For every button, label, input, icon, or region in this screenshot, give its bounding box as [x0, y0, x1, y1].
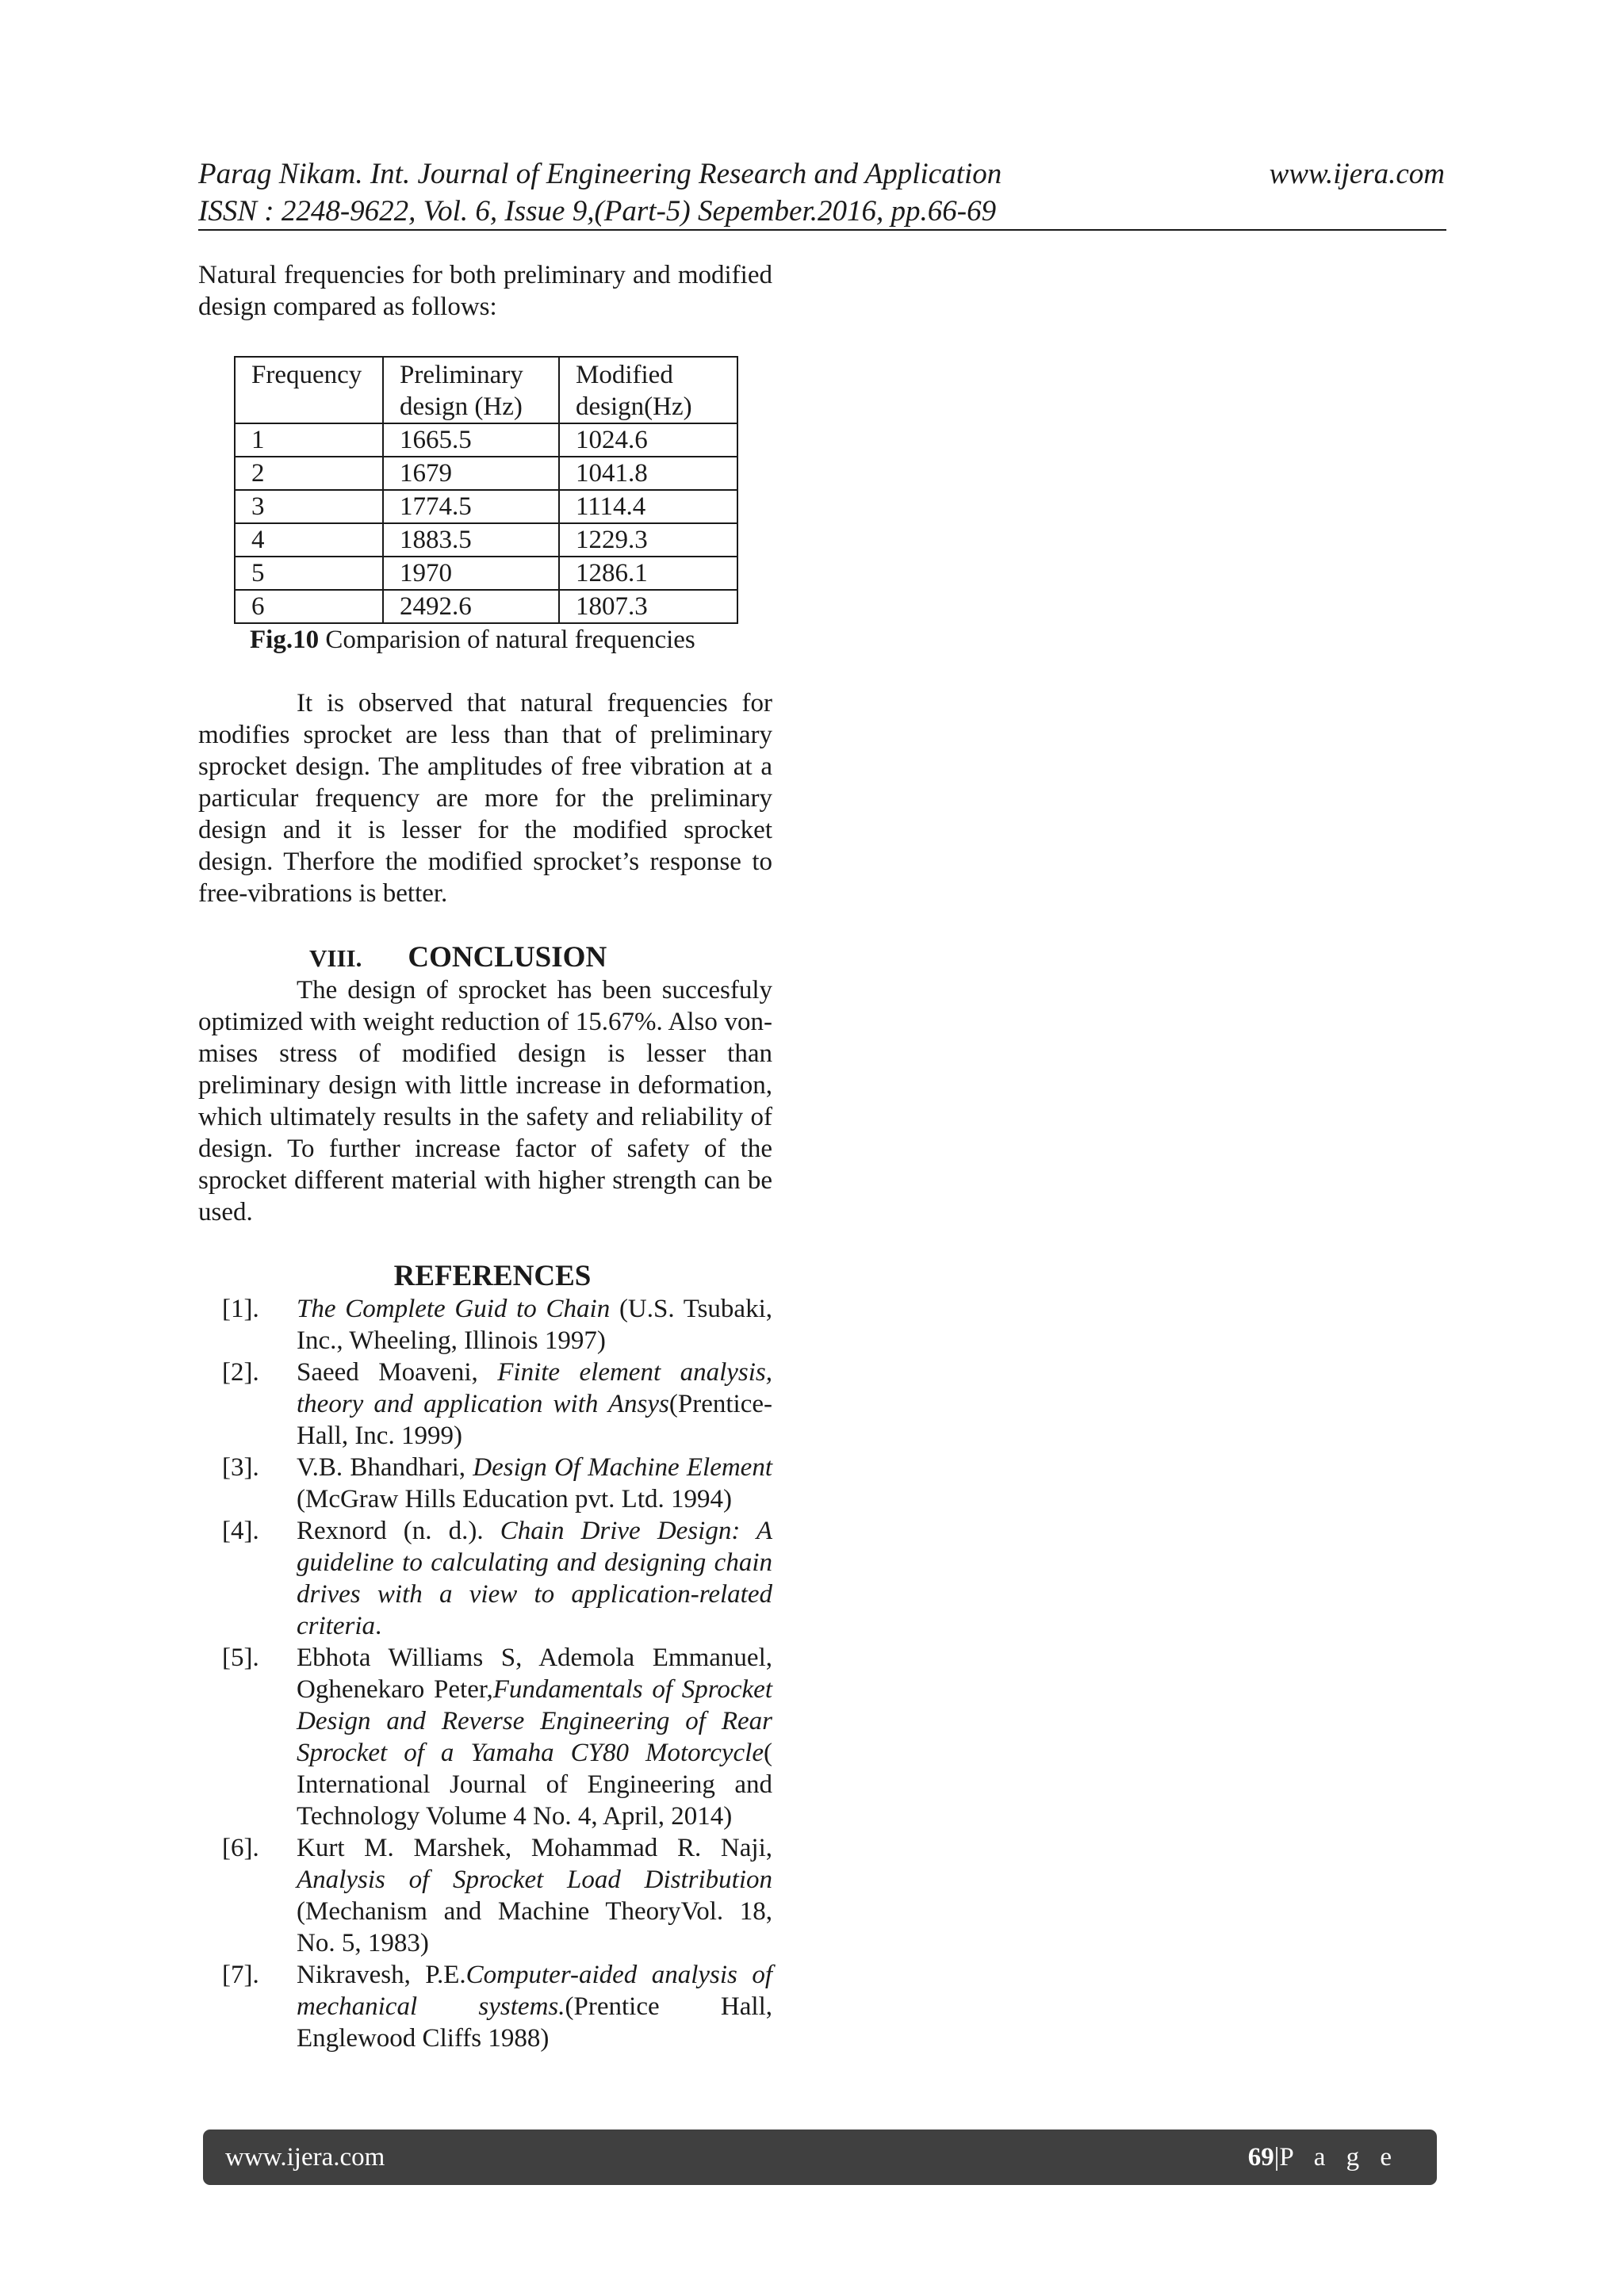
reference-text: Ebhota Williams S, Ademola Emmanuel, Oghenekaro Peter,Fundamentals of Sprocket Design and Reverse Engineering of Rear Sprocket of a Yamaha CY80 Motorcycle( International Journal of Engineering and Technology Volume 4 No. 4, April, 2014): [297, 1644, 772, 1831]
caption-label: Fig.10: [250, 626, 320, 654]
table-cell: 2: [235, 457, 383, 490]
table-cell: 3: [235, 490, 383, 523]
reference-item: [198, 1357, 772, 1452]
table-row: [235, 590, 737, 623]
reference-number: [3].: [222, 1453, 259, 1482]
left-column: [198, 259, 772, 2054]
table-row: [235, 423, 737, 457]
page-footer: [203, 2130, 1437, 2185]
intro-paragraph: Natural frequencies for both preliminary and modified design compared as follows:: [198, 261, 772, 321]
reference-item: [198, 1642, 772, 1832]
table-caption: [250, 624, 772, 656]
table-cell: 4: [235, 523, 383, 557]
reference-number: [6].: [222, 1834, 259, 1862]
table-row: [235, 490, 737, 523]
table-header-row: [235, 357, 737, 423]
table-cell: 1041.8: [559, 457, 737, 490]
table-header-cell: Frequency: [235, 357, 383, 423]
table-cell: 1807.3: [559, 590, 737, 623]
reference-list: [198, 1293, 772, 2054]
reference-text: Saeed Moaveni, Finite element analysis, theory and application with Ansys(Prentice-Hall, Inc. 1999): [297, 1358, 772, 1450]
table-cell: 1114.4: [559, 490, 737, 523]
conclusion-heading: [198, 941, 772, 974]
page-word: P a g e: [1279, 2143, 1399, 2172]
observation-paragraph: It is observed that natural frequencies for modifies sprocket are less than that of preliminary sprocket design. The amplitudes of free vibration at a particular frequency are more for the preliminary design and it is lesser for the modified sprocket design. Therfore the modified sprocket’s response to free-vibrations is better.: [198, 689, 772, 908]
table-cell: 1229.3: [559, 523, 737, 557]
table-row: [235, 457, 737, 490]
table-cell: 1883.5: [383, 523, 559, 557]
table-row: [235, 557, 737, 590]
table-cell: 2492.6: [383, 590, 559, 623]
footer-website: www.ijera.com: [225, 2143, 385, 2172]
reference-item: [198, 1959, 772, 2054]
table-cell: 5: [235, 557, 383, 590]
references-heading: REFERENCES: [393, 1260, 592, 1292]
journal-citation: Parag Nikam. Int. Journal of Engineering Research and Application: [198, 158, 1002, 190]
section-title: CONCLUSION: [408, 941, 607, 974]
table-cell: 1679: [383, 457, 559, 490]
page-header: [198, 155, 1445, 230]
reference-text: Kurt M. Marshek, Mohammad R. Naji, Analysis of Sprocket Load Distribution (Mechanism and Machine TheoryVol. 18, No. 5, 1983): [297, 1834, 772, 1957]
section-number: VIII.: [309, 944, 362, 972]
reference-number: [7].: [222, 1961, 259, 1989]
reference-item: [198, 1832, 772, 1959]
frequency-table: [234, 356, 738, 624]
table-cell: 1774.5: [383, 490, 559, 523]
issn-line: ISSN : 2248-9622, Vol. 6, Issue 9,(Part-5) Sepember.2016, pp.66-69: [198, 195, 997, 228]
page-number: 69|P a g e: [1247, 2143, 1399, 2172]
reference-item: [198, 1452, 772, 1515]
table-cell: 6: [235, 590, 383, 623]
reference-item: [198, 1515, 772, 1642]
table-cell: 1286.1: [559, 557, 737, 590]
reference-number: [2].: [222, 1358, 259, 1387]
conclusion-paragraph: The design of sprocket has been succesfuly optimized with weight reduction of 15.67%. Also von-mises stress of modified design is lesser than preliminary design with little increase in deformation, which ultimately results in the safety and reliability of design. To further increase factor of safety of the sprocket different material with higher strength can be used.: [198, 976, 772, 1226]
table-cell: 1665.5: [383, 423, 559, 457]
reference-text: Nikravesh, P.E.Computer-aided analysis of mechanical systems.(Prentice Hall, Englewood Cliffs 1988): [297, 1961, 772, 2053]
header-website: www.ijera.com: [1269, 158, 1445, 190]
table-cell: 1024.6: [559, 423, 737, 457]
table-header-cell: Preliminary design (Hz): [383, 357, 559, 423]
reference-text: V.B. Bhandhari, Design Of Machine Element (McGraw Hills Education pvt. Ltd. 1994): [297, 1453, 773, 1513]
caption-text: Comparision of natural frequencies: [319, 626, 695, 654]
reference-number: [4].: [222, 1517, 259, 1545]
reference-number: [5].: [222, 1644, 259, 1672]
reference-text: The Complete Guid to Chain (U.S. Tsubaki, Inc., Wheeling, Illinois 1997): [297, 1295, 773, 1355]
table-cell: 1970: [383, 557, 559, 590]
table-cell: 1: [235, 423, 383, 457]
reference-item: [198, 1293, 772, 1357]
table-row: [235, 523, 737, 557]
reference-text: Rexnord (n. d.). Chain Drive Design: A guideline to calculating and designing chain drives with a view to application-related criteria.: [297, 1517, 772, 1640]
page-number-value: 69: [1247, 2143, 1274, 2172]
reference-number: [1].: [222, 1295, 259, 1323]
header-divider: [198, 229, 1446, 231]
table-header-cell: Modified design(Hz): [559, 357, 737, 423]
